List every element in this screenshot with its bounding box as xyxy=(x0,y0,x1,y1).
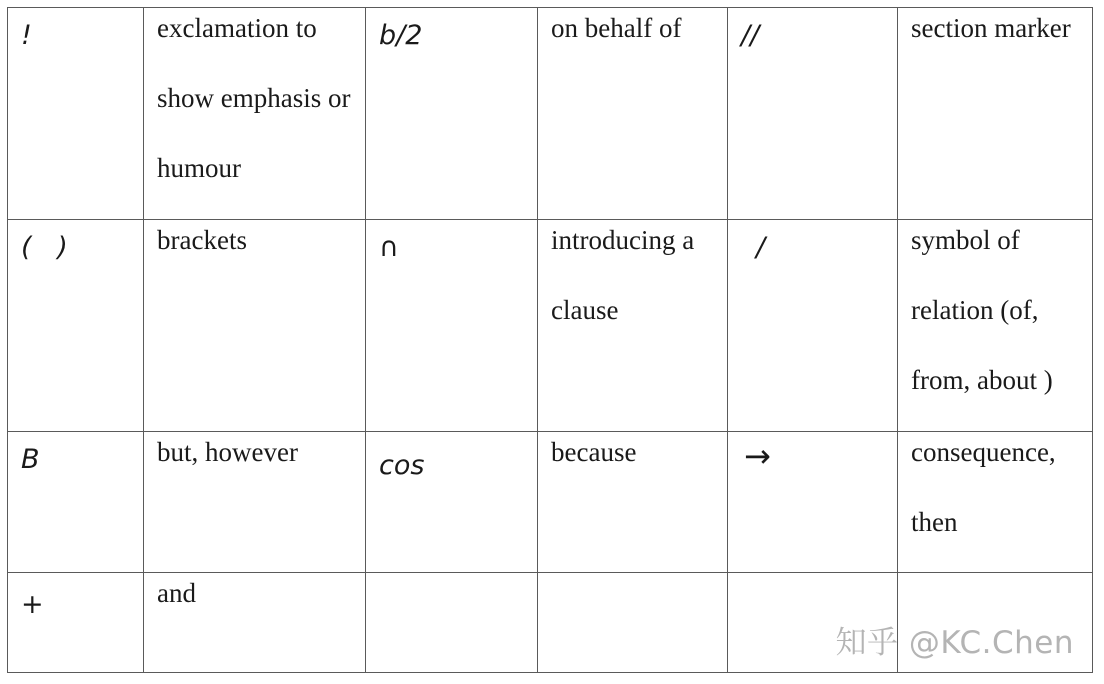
symbol-empty xyxy=(728,573,897,587)
meaning-text: because xyxy=(551,437,637,467)
symbol-cell xyxy=(8,432,144,573)
meaning-cell xyxy=(144,432,366,573)
meaning-text: introducing a clause xyxy=(551,225,695,325)
meaning-cell xyxy=(538,8,728,220)
symbol-exclamation: ! xyxy=(21,20,32,51)
table-row xyxy=(8,8,1093,220)
meaning-text: exclamation to show emphasis or humour xyxy=(157,13,351,183)
meaning-cell xyxy=(898,432,1093,573)
arrow-right-icon: → xyxy=(744,437,771,475)
meaning-cell xyxy=(538,432,728,573)
watermark: 知乎 @KC.Chen xyxy=(835,625,1074,661)
symbol-cell xyxy=(8,220,144,432)
symbol-cell xyxy=(366,8,538,220)
meaning-cell xyxy=(898,8,1093,220)
symbol-clause: ∩ xyxy=(379,232,399,263)
empty-cell xyxy=(366,573,538,673)
meaning-text: symbol of relation (of, from, about ) xyxy=(911,225,1053,395)
meaning-text: section marker xyxy=(911,13,1071,43)
symbol-brackets: ( ) xyxy=(21,232,68,263)
symbol-cell xyxy=(8,573,144,673)
symbol-because: cos xyxy=(379,450,425,481)
meaning-text: on behalf of xyxy=(551,13,682,43)
symbol-and: + xyxy=(21,589,44,620)
meaning-cell xyxy=(538,220,728,432)
meaning-text: and xyxy=(157,578,196,608)
empty-cell xyxy=(538,573,728,673)
meaning-cell xyxy=(144,573,366,673)
symbol-cell xyxy=(366,432,538,573)
symbol-cell xyxy=(366,220,538,432)
meaning-cell xyxy=(144,220,366,432)
symbol-cell xyxy=(8,8,144,220)
symbol-behalf: b/2 xyxy=(379,20,423,51)
symbol-but: B xyxy=(21,444,40,475)
meaning-text: brackets xyxy=(157,225,247,255)
symbol-cell xyxy=(728,8,898,220)
meaning-text: but, however xyxy=(157,437,298,467)
symbol-cell xyxy=(728,220,898,432)
meaning-text: consequence, then xyxy=(911,437,1056,537)
meaning-cell xyxy=(898,220,1093,432)
table-row xyxy=(8,432,1093,573)
symbol-section: // xyxy=(741,20,760,51)
symbol-cell xyxy=(728,432,898,573)
symbols-table xyxy=(7,7,1093,673)
symbol-relation: / xyxy=(756,232,766,263)
symbol-empty xyxy=(366,573,537,587)
table-row xyxy=(8,220,1093,432)
meaning-cell xyxy=(144,8,366,220)
